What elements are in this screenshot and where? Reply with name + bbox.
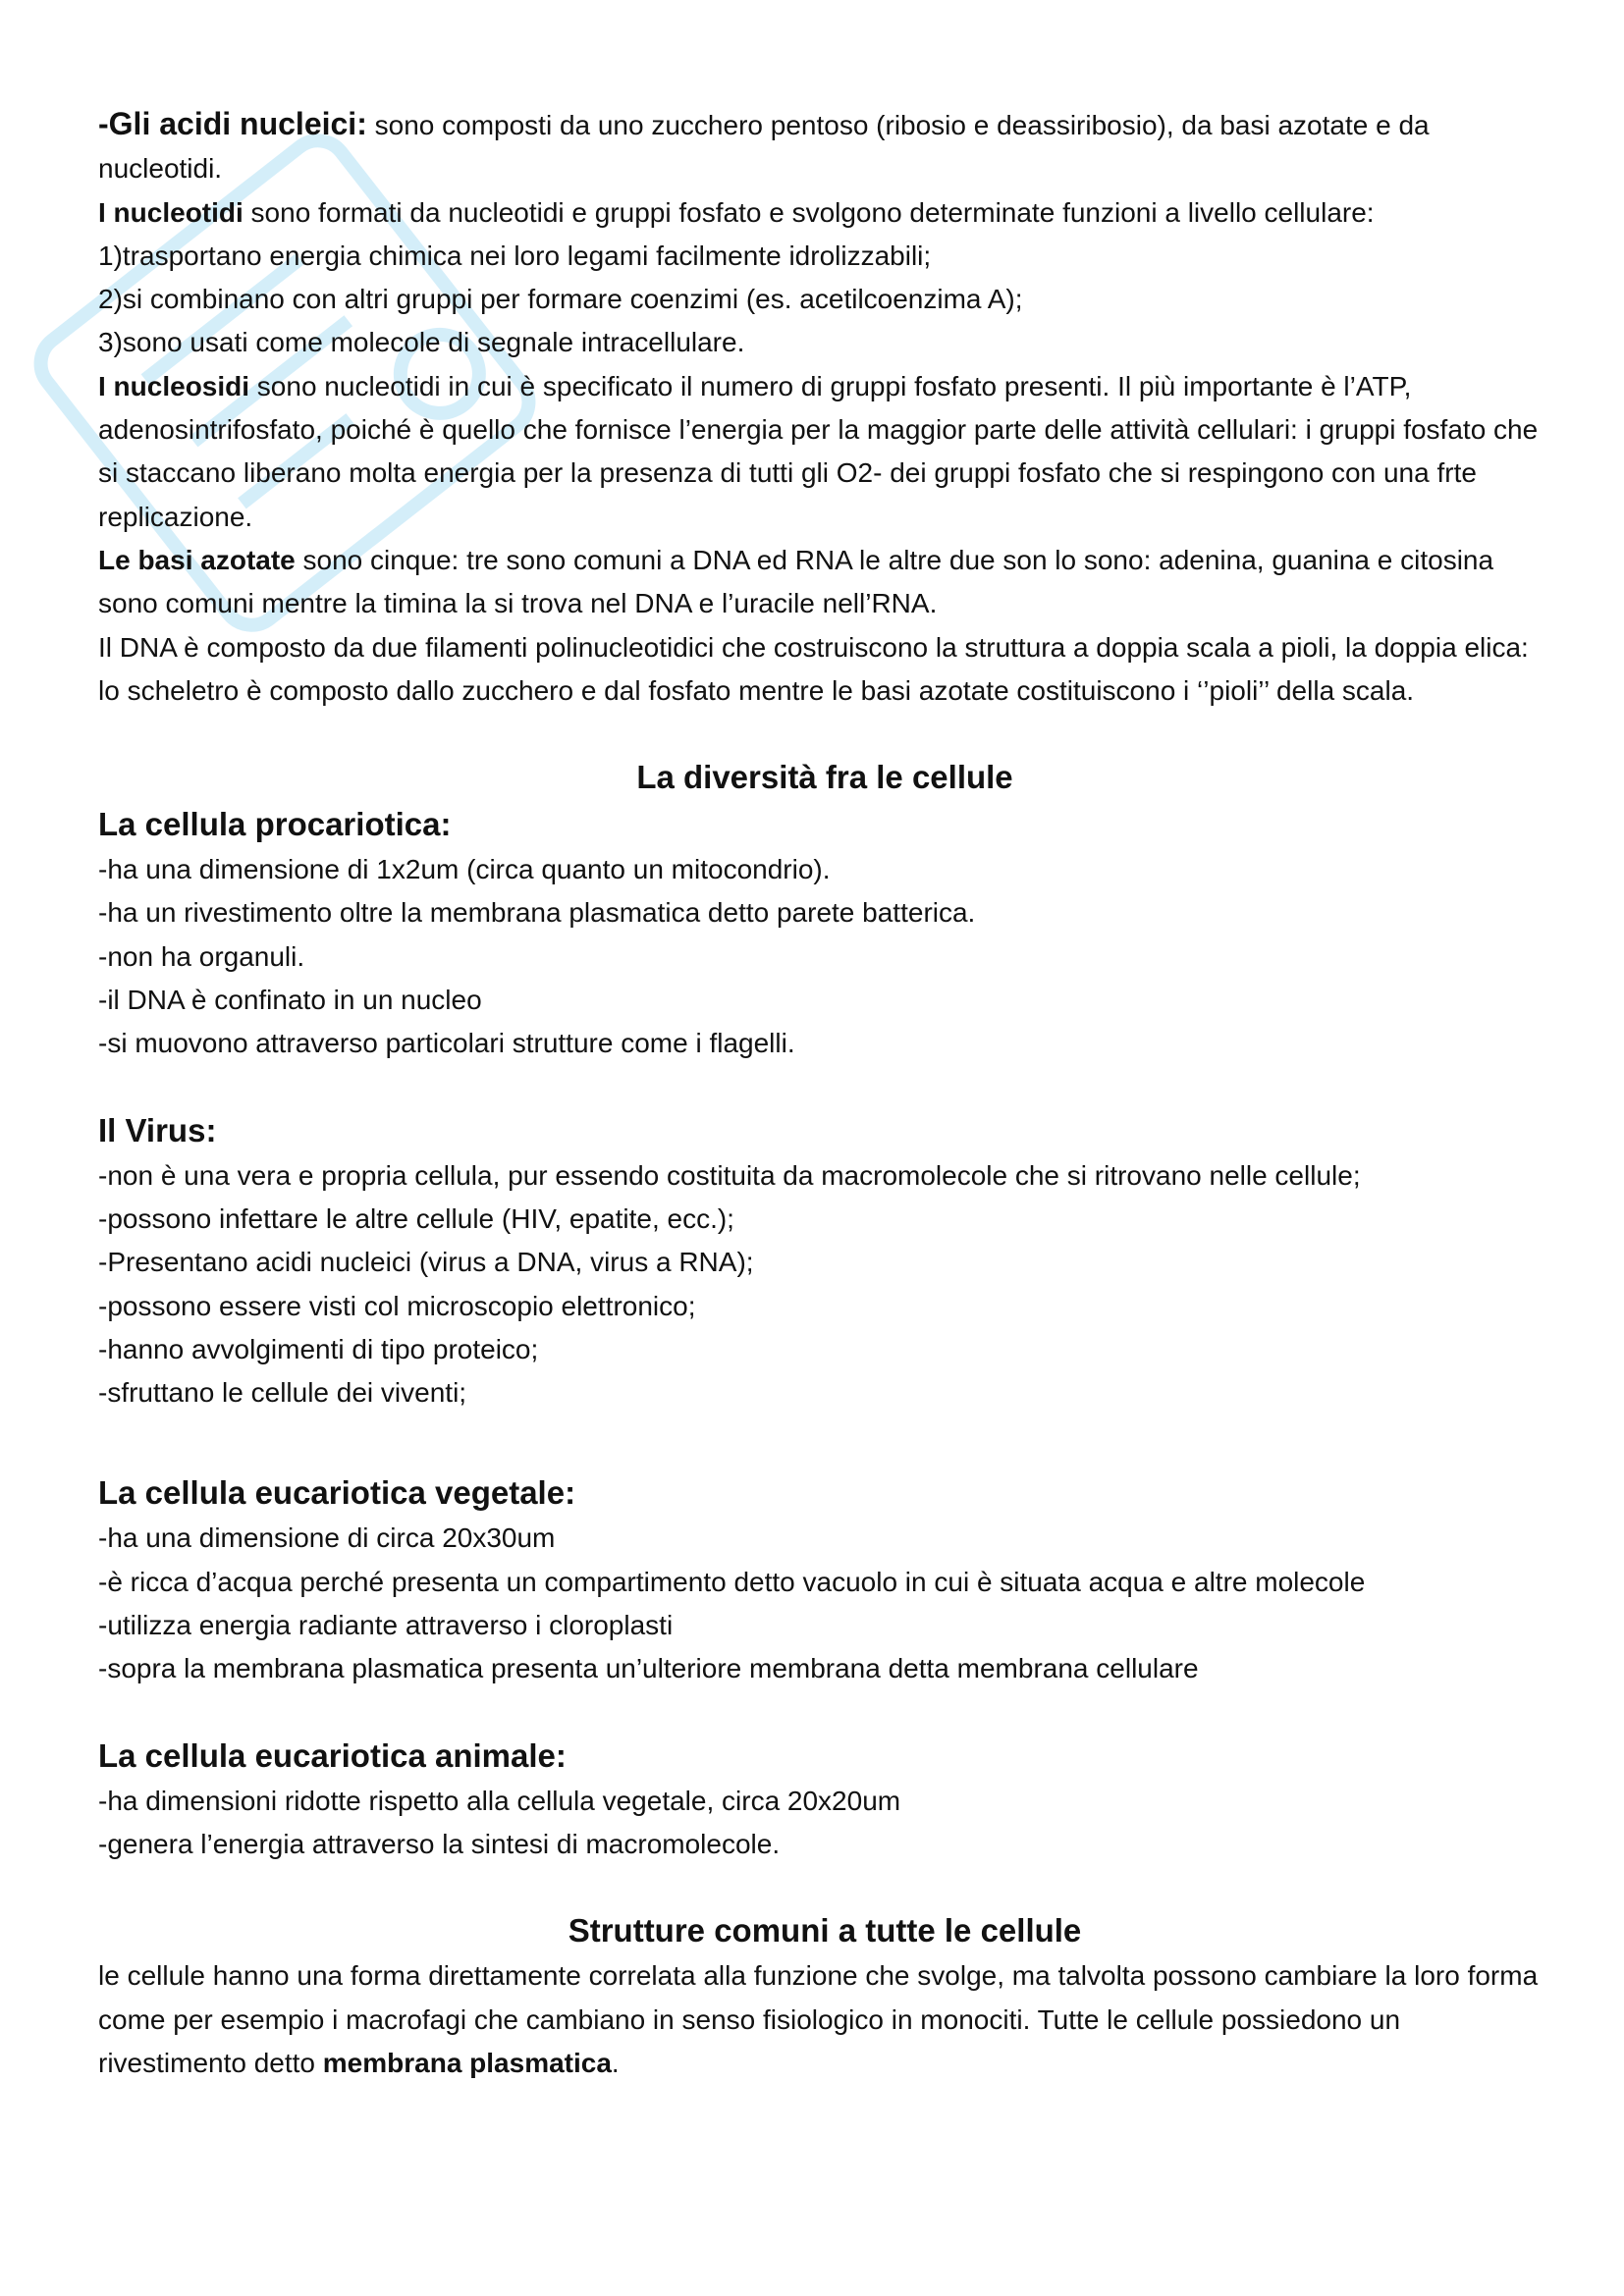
nucleotidi-item: 3)sono usati come molecole di segnale intracellulare.: [98, 327, 745, 358]
list-item: -ha dimensioni ridotte rispetto alla cellula vegetale, circa 20x20um: [98, 1785, 901, 1816]
section-heading-strutture: Strutture comuni a tutte le cellule: [568, 1912, 1082, 1949]
intro-text: sono composti da uno zucchero pentoso (ribosio e deassiribosio), da basi azotate e da nucleotidi.: [98, 110, 1430, 185]
section-heading-diversita: La diversità fra le cellule: [636, 759, 1013, 796]
list-item: -genera l’energia attraverso la sintesi di macromolecole.: [98, 1828, 781, 1859]
procariotica-title: La cellula procariotica:: [98, 806, 452, 843]
list-item: -non è una vera e propria cellula, pur essendo costituita da macromolecole che si ritrovano nelle cellule;: [98, 1159, 1361, 1191]
intro-paragraph: [98, 102, 1551, 191]
list-item: -sfruttano le cellule dei viventi;: [98, 1377, 467, 1409]
animale-title: La cellula eucariotica animale:: [98, 1736, 567, 1774]
basi-text: sono cinque: tre sono comuni a DNA ed RNA le altre due son lo sono: adenina, guanina e citosina sono comuni mentre la timina la si trova nel DNA e l’uracile nell’RNA.: [98, 544, 1494, 619]
nucleotidi-text: sono formati da nucleotidi e gruppi fosfato e svolgono determinate funzioni a livello cellulare:: [243, 196, 1375, 228]
strutture-end: .: [611, 2047, 620, 2078]
intro-title: -Gli acidi nucleici:: [98, 106, 367, 141]
list-item: -ha una dimensione di 1x2um (circa quanto un mitocondrio).: [98, 854, 831, 885]
nucleotidi-item: 1)trasportano energia chimica nei loro legami facilmente idrolizzabili;: [98, 240, 932, 271]
list-item: -possono infettare le altre cellule (HIV, epatite, ecc.);: [98, 1202, 734, 1234]
nucleotidi-item: 2)si combinano con altri gruppi per formare coenzimi (es. acetilcoenzima A);: [98, 284, 1023, 315]
list-item: -ha una dimensione di circa 20x30um: [98, 1522, 556, 1554]
strutture-text: le cellule hanno una forma direttamente correlata alla funzione che svolge, ma talvolta possono cambiare la loro forma come per esempio i macrofagi che cambiano in senso fisiologico in monociti. Tutte le cellule possiedono un rivestimento detto: [98, 1960, 1539, 2078]
virus-title: Il Virus:: [98, 1111, 217, 1148]
list-item: -utilizza energia radiante attraverso i cloroplasti: [98, 1610, 674, 1641]
list-item: -possono essere visti col microscopio elettronico;: [98, 1290, 696, 1321]
list-item: -si muovono attraverso particolari strutture come i flagelli.: [98, 1028, 795, 1059]
basi-term: Le basi azotate: [98, 544, 296, 575]
list-item: -è ricca d’acqua perché presenta un compartimento detto vacuolo in cui è situata acqua e altre molecole: [98, 1566, 1366, 1597]
nucleotidi-term: I nucleotidi: [98, 196, 244, 228]
nucleotidi-paragraph: [98, 191, 1551, 235]
list-item: -Presentano acidi nucleici (virus a DNA, virus a RNA);: [98, 1247, 754, 1278]
list-item: -sopra la membrana plasmatica presenta un’ulteriore membrana detta membrana cellulare: [98, 1653, 1199, 1684]
vegetale-title: La cellula eucariotica vegetale:: [98, 1474, 576, 1512]
nucleosidi-paragraph: [98, 365, 1551, 539]
nucleosidi-term: I nucleosidi: [98, 370, 250, 401]
dna-paragraph: Il DNA è composto da due filamenti polinucleotidici che costruiscono la struttura a doppia scala a pioli, la doppia elica: lo scheletro è composto dallo zucchero e dal fosfato mentre le basi azotate costituiscono i ‘’pioli’’ della scala.: [98, 631, 1529, 706]
list-item: -ha un rivestimento oltre la membrana plasmatica detto parete batterica.: [98, 897, 976, 929]
list-item: -non ha organuli.: [98, 940, 305, 972]
strutture-paragraph: [98, 1954, 1551, 2085]
strutture-term: membrana plasmatica: [322, 2047, 612, 2078]
list-item: -il DNA è confinato in un nucleo: [98, 985, 482, 1016]
basi-paragraph: [98, 539, 1551, 626]
document-page: [98, 102, 1551, 2085]
list-item: -hanno avvolgimenti di tipo proteico;: [98, 1333, 539, 1364]
nucleosidi-text: sono nucleotidi in cui è specificato il numero di gruppi fosfato presenti. Il più importante è l’ATP, adenosintrifosfato, poiché è quello che fornisce l’energia per la maggior parte delle attività cellulari: i gruppi fosfato che si staccano liberano molta energia per la presenza di tutti gli O2- dei gruppi fosfato che si respingono con una frte replicazione.: [98, 370, 1539, 532]
